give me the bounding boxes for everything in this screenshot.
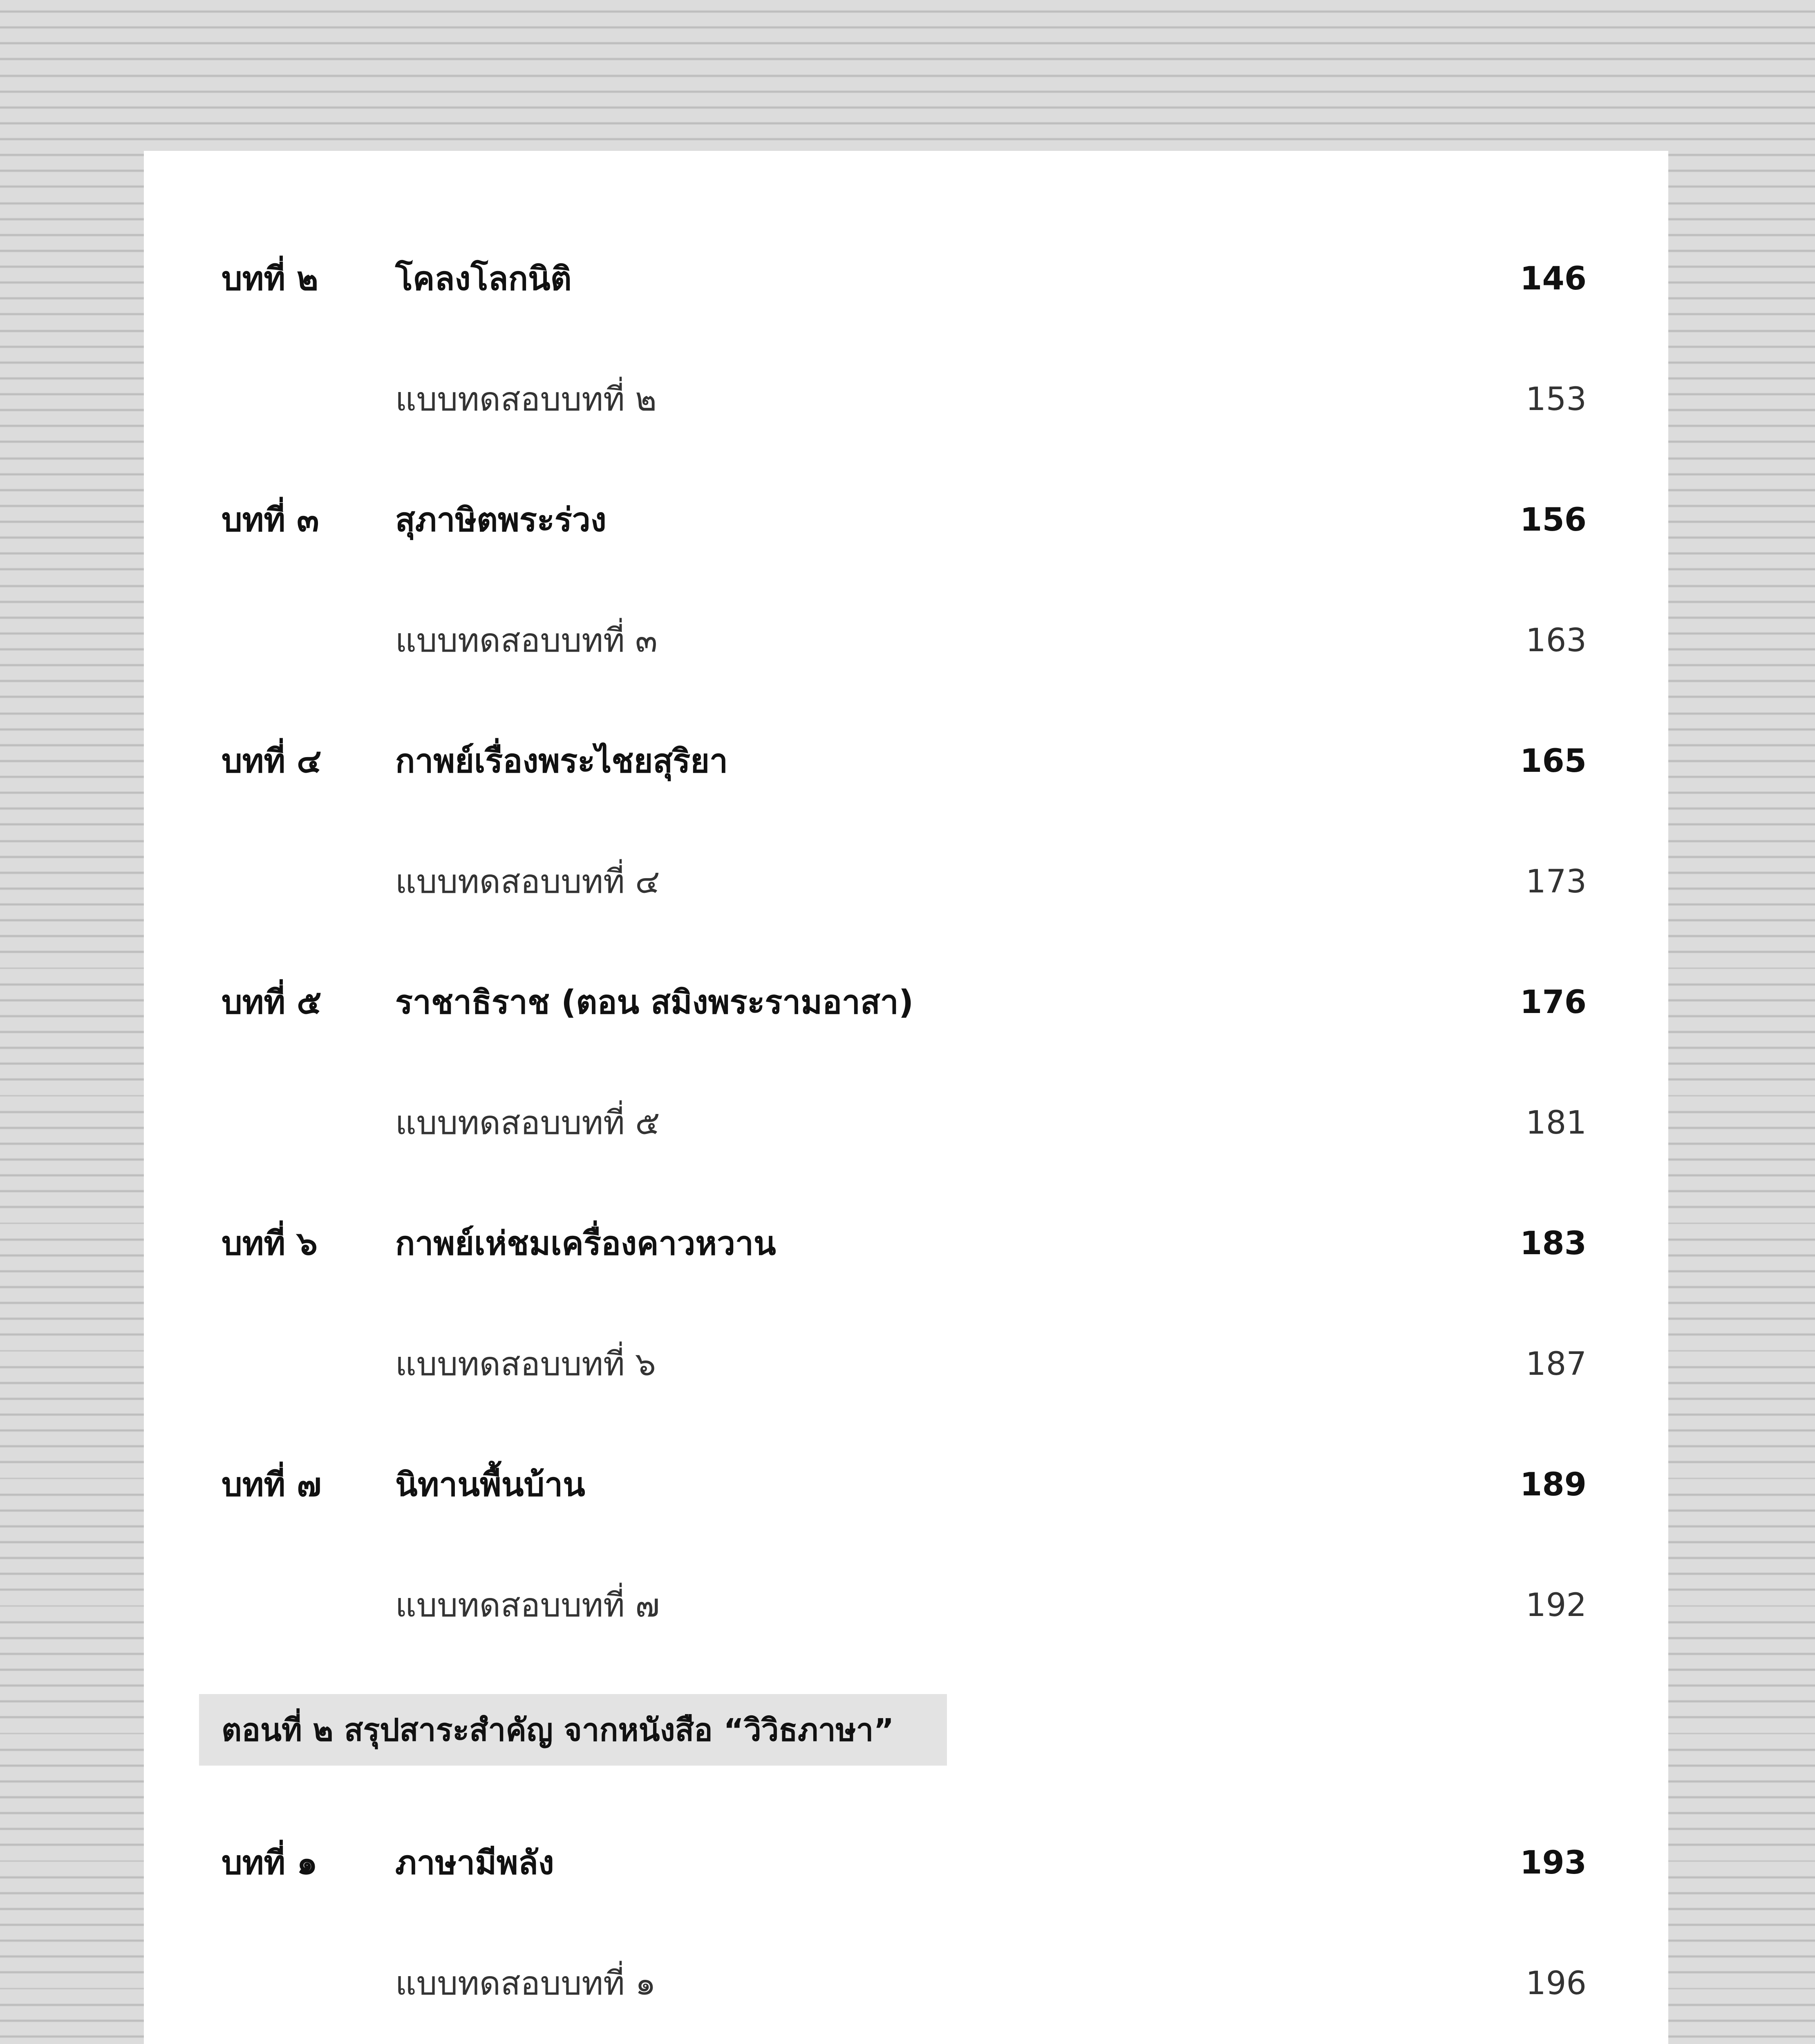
quiz-title: แบบทดสอบบทที่ ๕ xyxy=(395,1104,660,1142)
toc-quiz-row[interactable] xyxy=(222,580,1587,701)
chapter-page-number: 156 xyxy=(1520,501,1587,538)
chapter-label: บทที่ ๔ xyxy=(222,742,322,780)
chapter-label: บทที่ ๑ xyxy=(222,1844,318,1882)
chapter-page-number: 183 xyxy=(1520,1225,1587,1262)
toc-page xyxy=(144,151,1668,2044)
toc-chapter-row[interactable] xyxy=(222,218,1587,339)
chapter-page-number: 193 xyxy=(1520,1844,1587,1881)
toc-quiz-row[interactable] xyxy=(222,1304,1587,1424)
toc-quiz-row[interactable] xyxy=(222,1545,1587,1665)
chapter-label: บทที่ ๓ xyxy=(222,501,319,539)
toc-chapter-row[interactable] xyxy=(222,1424,1587,1545)
chapter-label: บทที่ ๗ xyxy=(222,1466,322,1504)
quiz-page-number: 153 xyxy=(1526,381,1587,418)
chapter-title: กาพย์เรื่องพระไชยสุริยา xyxy=(395,742,728,780)
chapter-page-number: 189 xyxy=(1520,1466,1587,1503)
chapter-title: กาพย์เห่ชมเครื่องคาวหวาน xyxy=(395,1224,776,1262)
chapter-page-number: 146 xyxy=(1520,260,1587,297)
chapter-title: สุภาษิตพระร่วง xyxy=(395,501,606,539)
toc-chapter-row[interactable] xyxy=(222,942,1587,1062)
chapter-label: บทที่ ๒ xyxy=(222,260,318,298)
toc-quiz-row[interactable] xyxy=(222,1062,1587,1183)
toc-chapter-row[interactable] xyxy=(222,701,1587,821)
table-of-contents xyxy=(222,218,1587,2044)
chapter-title: ราชาธิราช (ตอน สมิงพระรามอาสา) xyxy=(395,983,914,1021)
toc-quiz-row[interactable] xyxy=(222,1923,1587,2044)
quiz-title: แบบทดสอบบทที่ ๒ xyxy=(395,380,657,418)
quiz-title: แบบทดสอบบทที่ ๑ xyxy=(395,1964,656,2002)
quiz-page-number: 163 xyxy=(1526,622,1587,659)
quiz-title: แบบทดสอบบทที่ ๖ xyxy=(395,1345,656,1383)
toc-part-2 xyxy=(222,1802,1587,2044)
quiz-page-number: 173 xyxy=(1526,863,1587,900)
quiz-page-number: 192 xyxy=(1526,1587,1587,1624)
section-heading: ตอนที่ ๒ สรุปสาระสำคัญ จากหนังสือ “วิวิธภาษา” xyxy=(199,1694,947,1766)
chapter-title: นิทานพื้นบ้าน xyxy=(395,1466,585,1504)
toc-chapter-row[interactable] xyxy=(222,459,1587,580)
chapter-label: บทที่ ๖ xyxy=(222,1224,318,1262)
chapter-title: โคลงโลกนิติ xyxy=(395,260,572,298)
chapter-page-number: 176 xyxy=(1520,984,1587,1021)
quiz-title: แบบทดสอบบทที่ ๔ xyxy=(395,863,660,901)
toc-chapter-row[interactable] xyxy=(222,1183,1587,1304)
toc-quiz-row[interactable] xyxy=(222,821,1587,942)
toc-chapter-row[interactable] xyxy=(222,1802,1587,1923)
toc-part-1 xyxy=(222,218,1587,1665)
toc-quiz-row[interactable] xyxy=(222,339,1587,459)
quiz-title: แบบทดสอบบทที่ ๓ xyxy=(395,621,658,659)
chapter-title: ภาษามีพลัง xyxy=(395,1844,554,1882)
chapter-page-number: 165 xyxy=(1520,742,1587,780)
quiz-page-number: 196 xyxy=(1526,1965,1587,2002)
chapter-label: บทที่ ๕ xyxy=(222,983,322,1021)
quiz-page-number: 187 xyxy=(1526,1345,1587,1383)
quiz-title: แบบทดสอบบทที่ ๗ xyxy=(395,1586,660,1624)
quiz-page-number: 181 xyxy=(1526,1104,1587,1141)
